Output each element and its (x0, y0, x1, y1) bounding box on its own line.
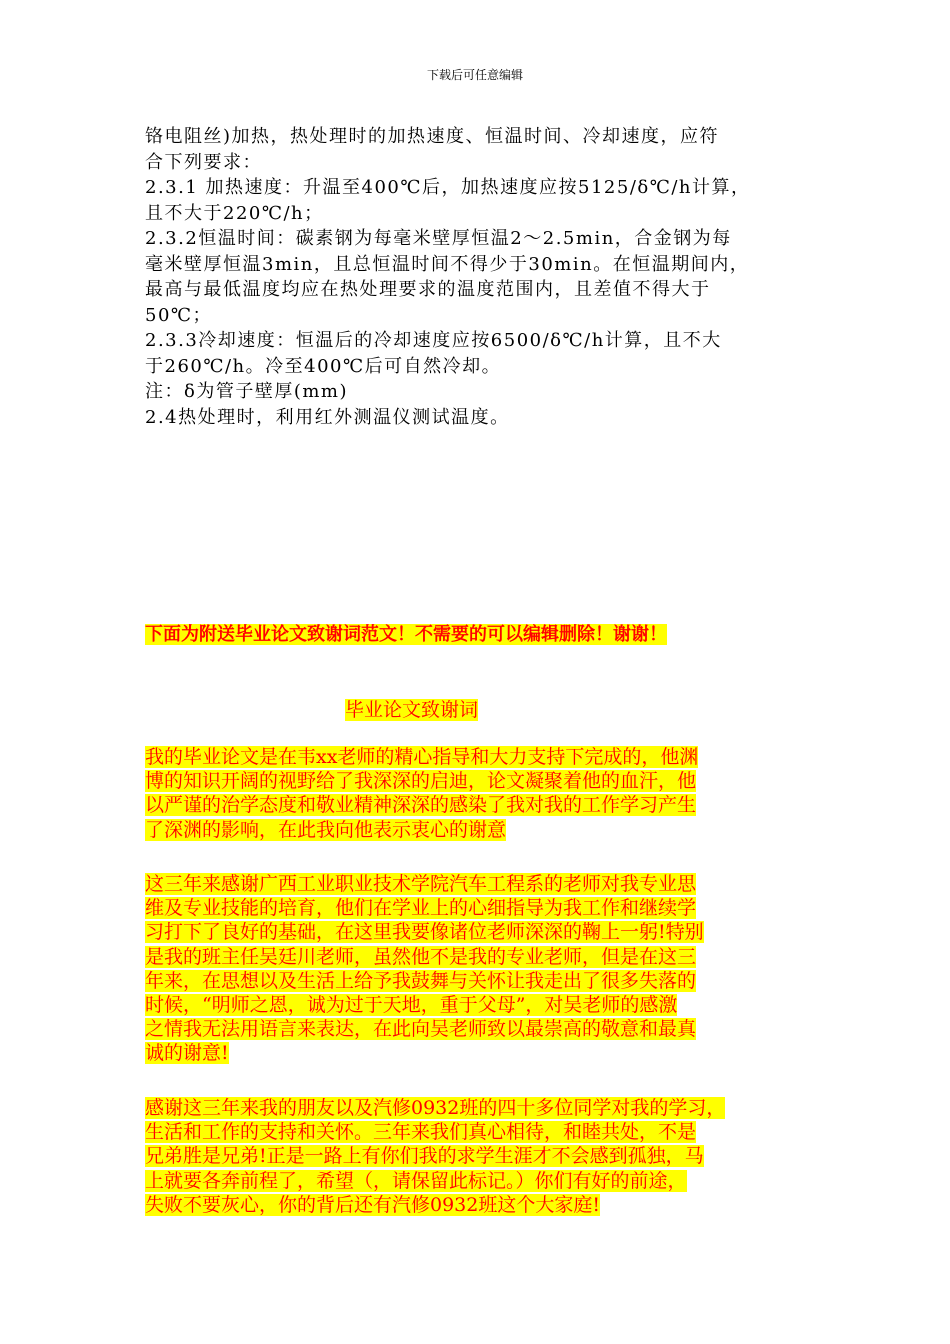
body-line: 最高与最低温度均应在热处理要求的温度范围内，且差值不得大于 (145, 279, 711, 300)
body-line: 铬电阻丝)加热，热处理时的加热速度、恒温时间、冷却速度，应符 (145, 126, 720, 147)
paragraph-line (145, 1017, 845, 1041)
paragraph-line (145, 1120, 845, 1144)
body-line: 2.4热处理时，利用红外测温仪测试温度。 (145, 406, 510, 428)
line-text: 上就要各奔前程了，希望（，请保留此标记。）你们有好的前途， (145, 1169, 687, 1192)
body-line: 于260℃/h。冷至400℃后可自然冷却。 (145, 355, 502, 377)
acknowledgement-paragraph-3 (145, 1096, 845, 1217)
line-text: 生活和工作的支持和关怀。三年来我们真心相待，和睦共处，不是 (145, 1121, 697, 1144)
line-text: 习打下了良好的基础，在这里我要像诸位老师深深的鞠上一躬!特别 (145, 921, 704, 944)
paragraph-line (145, 1169, 845, 1193)
line-text: 失败不要灰心，你的背后还有汽修0932班这个大家庭! (145, 1193, 600, 1216)
paragraph-line (145, 769, 845, 793)
paragraph-line (145, 745, 845, 769)
line-text: 是我的班主任吴廷川老师，虽然他不是我的专业老师，但是在这三 (145, 945, 697, 968)
paragraph-line (145, 818, 845, 842)
paragraph-line (145, 945, 845, 969)
paragraph-line (145, 896, 845, 920)
paragraph-line (145, 793, 845, 817)
body-line: 2.3.2恒温时间：碳素钢为每毫米壁厚恒温2～2.5min，合金钢为每 (145, 228, 732, 249)
acknowledgement-title-text: 毕业论文致谢词 (345, 699, 479, 721)
line-text: 感谢这三年来我的朋友以及汽修0932班的四十多位同学对我的学习， (145, 1097, 726, 1119)
line-text: 年来，在思想以及生活上给予我鼓舞与关怀让我走出了很多失落的 (145, 969, 697, 992)
line-text: 我的毕业论文是在韦xx老师的精心指导和大力支持下完成的，他渊 (145, 746, 699, 768)
paragraph-line (145, 920, 845, 944)
paragraph-line (145, 1096, 845, 1120)
paragraph-line (145, 1193, 845, 1217)
body-line: 2.3.3冷却速度：恒温后的冷却速度应按6500/δ℃/h计算，且不大 (145, 330, 722, 351)
line-text: 了深渊的影响，在此我向他表示衷心的谢意 (145, 818, 507, 841)
body-line: 注：δ为管子壁厚(mm) (145, 381, 349, 402)
notice-text: 下面为附送毕业论文致谢词范文！不需要的可以编辑删除！谢谢！ (145, 624, 667, 645)
paragraph-line (145, 1144, 845, 1168)
paragraph-line (145, 872, 845, 896)
line-text: 博的知识开阔的视野给了我深深的启迪，论文凝聚着他的血汗，他 (145, 770, 697, 793)
body-line: 合下列要求： (145, 151, 262, 173)
acknowledgement-paragraph-2 (145, 872, 845, 1066)
line-text: 以严谨的治学态度和敬业精神深深的感染了我对我的工作学习产生 (145, 794, 697, 817)
acknowledgement-paragraph-1 (145, 745, 845, 842)
body-line: 2.3.1 加热速度：升温至400℃后，加热速度应按5125/δ℃/h计算， (145, 177, 751, 198)
acknowledgement-title (345, 697, 478, 723)
body-text (145, 124, 845, 430)
line-text: 诚的谢意! (145, 1042, 229, 1065)
line-text: 维及专业技能的培育，他们在学业上的心细指导为我工作和继续学 (145, 897, 697, 920)
body-line: 且不大于220℃/h； (145, 202, 324, 224)
line-text: 之情我无法用语言来表达，在此向吴老师致以最崇高的敬意和最真 (145, 1018, 697, 1041)
line-text: 兄弟胜是兄弟!正是一路上有你们我的求学生涯才不会感到孤独，马 (145, 1145, 704, 1168)
paragraph-line (145, 993, 845, 1017)
body-line: 50℃； (145, 304, 213, 326)
paragraph-line (145, 1041, 845, 1065)
body-line: 毫米壁厚恒温3min，且总恒温时间不得少于30min。在恒温期间内， (145, 253, 750, 275)
line-text: 时候，“明师之恩，诚为过于天地，重于父母”，对吴老师的感激 (145, 993, 678, 1016)
line-text: 这三年来感谢广西工业职业技术学院汽车工程系的老师对我专业思 (145, 873, 697, 895)
notice-banner (145, 623, 667, 647)
page-header: 下载后可任意编辑 (426, 68, 523, 82)
paragraph-line (145, 969, 845, 993)
